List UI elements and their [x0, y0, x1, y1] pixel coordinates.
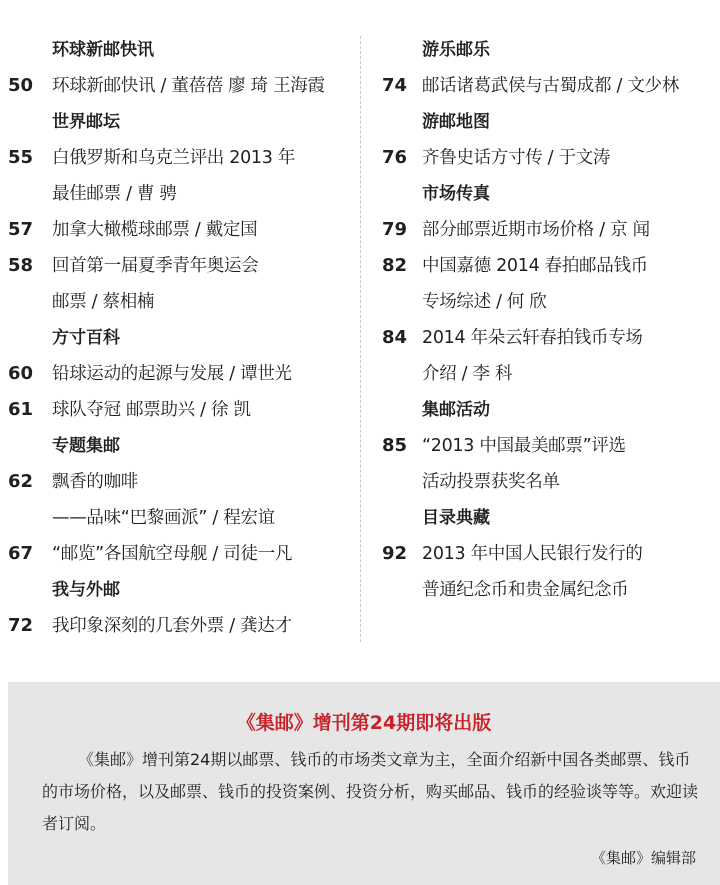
toc-entry — [0, 176, 355, 212]
section-heading — [0, 428, 355, 464]
toc-entry — [372, 284, 720, 320]
section-title: 世界邮坛 — [52, 112, 120, 132]
page-number: 55 — [8, 147, 34, 168]
toc-entry — [372, 212, 720, 248]
article-title: 普通纪念币和贵金属纪念币 — [422, 580, 629, 600]
toc-entry — [0, 356, 355, 392]
toc-entry — [0, 284, 355, 320]
section-heading — [372, 104, 720, 140]
toc-entry — [0, 464, 355, 500]
article-title: 邮话诸葛武侯与古蜀成都 / 文少林 — [422, 76, 679, 96]
page-number: 61 — [8, 399, 34, 420]
section-title: 专题集邮 — [52, 436, 120, 456]
page-number: 79 — [382, 219, 408, 240]
section-title: 市场传真 — [422, 184, 490, 204]
article-title: 2013 年中国人民银行发行的 — [422, 544, 643, 564]
article-title: ——品味“巴黎画派” / 程宏谊 — [52, 508, 275, 528]
section-heading — [372, 392, 720, 428]
article-title: 球队夺冠 邮票助兴 / 徐 凯 — [52, 400, 251, 420]
page-number: 82 — [382, 255, 408, 276]
toc-entry — [0, 500, 355, 536]
article-title: 白俄罗斯和乌克兰评出 2013 年 — [52, 148, 296, 168]
section-heading — [0, 104, 355, 140]
toc-entry — [372, 536, 720, 572]
section-heading — [372, 176, 720, 212]
toc-entry — [0, 248, 355, 284]
article-title: 活动投票获奖名单 — [422, 472, 560, 492]
section-heading — [372, 32, 720, 68]
page-number: 85 — [382, 435, 408, 456]
toc-entry — [372, 68, 720, 104]
toc-left-column — [0, 32, 355, 644]
article-title: 环球新邮快讯 / 董蓓蓓 廖 琦 王海霞 — [52, 76, 325, 96]
toc-entry — [372, 464, 720, 500]
toc-entry — [0, 68, 355, 104]
page-number: 92 — [382, 543, 408, 564]
page-number: 57 — [8, 219, 34, 240]
section-title: 我与外邮 — [52, 580, 120, 600]
section-heading — [0, 320, 355, 356]
toc-entry — [0, 140, 355, 176]
article-title: 最佳邮票 / 曹 骋 — [52, 184, 177, 204]
toc-entry — [0, 608, 355, 644]
section-title: 游邮地图 — [422, 112, 490, 132]
section-heading — [0, 32, 355, 68]
page-number: 50 — [8, 75, 34, 96]
section-title: 环球新邮快讯 — [52, 40, 154, 60]
article-title: 飘香的咖啡 — [52, 472, 138, 492]
notice-title: 《集邮》增刊第24期即将出版 — [236, 712, 492, 734]
section-title: 游乐邮乐 — [422, 40, 490, 60]
article-title: 齐鲁史话方寸传 / 于文涛 — [422, 148, 611, 168]
section-heading — [0, 572, 355, 608]
article-title: 回首第一届夏季青年奥运会 — [52, 256, 259, 276]
article-title: 专场综述 / 何 欣 — [422, 292, 547, 312]
toc-entry — [372, 140, 720, 176]
article-title: “2013 中国最美邮票”评选 — [422, 436, 626, 456]
toc-entry — [0, 536, 355, 572]
notice-box — [8, 682, 720, 885]
page-number: 58 — [8, 255, 34, 276]
article-title: “邮览”各国航空母舰 / 司徒一凡 — [52, 544, 293, 564]
toc-entry — [372, 356, 720, 392]
toc-entry — [0, 212, 355, 248]
toc-entry — [372, 428, 720, 464]
page-number: 67 — [8, 543, 34, 564]
article-title: 中国嘉德 2014 春拍邮品钱币 — [422, 256, 648, 276]
page-number: 84 — [382, 327, 408, 348]
section-title: 方寸百科 — [52, 328, 120, 348]
page-number: 76 — [382, 147, 408, 168]
article-title: 加拿大橄榄球邮票 / 戴定国 — [52, 220, 258, 240]
article-title: 铅球运动的起源与发展 / 谭世光 — [52, 364, 292, 384]
page-number: 74 — [382, 75, 408, 96]
section-heading — [372, 500, 720, 536]
article-title: 介绍 / 李 科 — [422, 364, 513, 384]
page-number: 62 — [8, 471, 34, 492]
article-title: 邮票 / 蔡相楠 — [52, 292, 155, 312]
toc-entry — [0, 392, 355, 428]
toc-right-column — [372, 32, 720, 608]
article-title: 2014 年朵云轩春拍钱币专场 — [422, 328, 643, 348]
notice-signature: 《集邮》编辑部 — [590, 849, 696, 867]
toc-entry — [372, 572, 720, 608]
article-title: 部分邮票近期市场价格 / 京 闻 — [422, 220, 650, 240]
article-title: 我印象深刻的几套外票 / 龚达才 — [52, 616, 292, 636]
notice-body: 《集邮》增刊第24期以邮票、钱币的市场类文章为主，全面介绍新中国各类邮票、钱币的市场价格，以及邮票、钱币的投资案例、投资分析，购买邮品、钱币的经验谈等等。欢迎读者订阅。 — [42, 750, 699, 833]
column-divider — [360, 36, 361, 642]
toc-entry — [372, 320, 720, 356]
section-title: 目录典藏 — [422, 508, 490, 528]
page-number: 72 — [8, 615, 34, 636]
page-number: 60 — [8, 363, 34, 384]
toc-entry — [372, 248, 720, 284]
section-title: 集邮活动 — [422, 400, 490, 420]
